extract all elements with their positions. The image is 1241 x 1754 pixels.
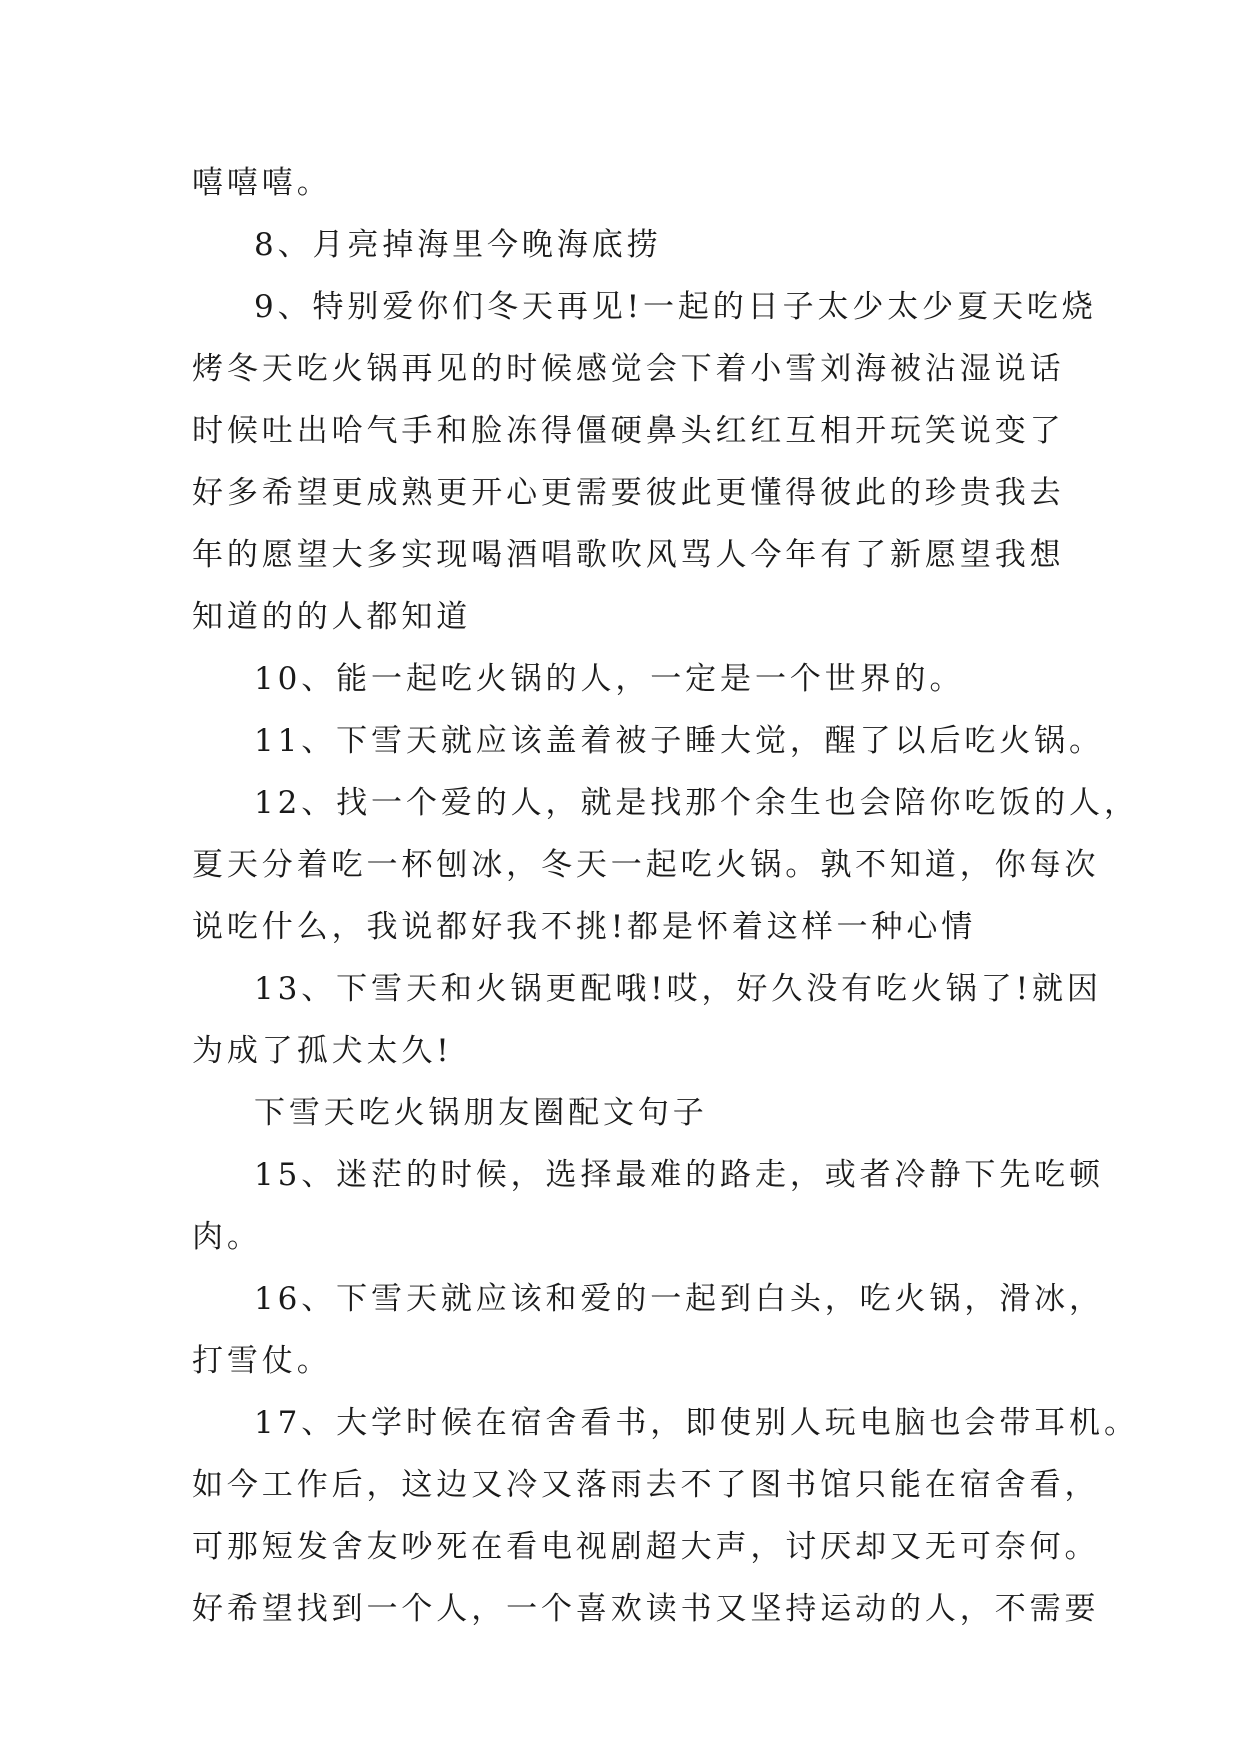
text-line: 15、迷茫的时候，选择最难的路走，或者冷静下先吃顿 — [254, 1157, 1104, 1193]
section-heading: 下雪天吃火锅朋友圈配文句子 — [254, 1095, 708, 1131]
text-line: 打雪仗。 — [192, 1343, 332, 1379]
text-line: 嘻嘻嘻。 — [192, 165, 332, 201]
text-line: 12、找一个爱的人，就是找那个余生也会陪你吃饭的人， — [254, 785, 1139, 821]
text-line: 如今工作后，这边又冷又落雨去不了图书馆只能在宿舍看， — [192, 1467, 1100, 1503]
text-line: 烤冬天吃火锅再见的时候感觉会下着小雪刘海被沾湿说话 — [192, 351, 1065, 387]
text-line: 夏天分着吃一杯刨冰，冬天一起吃火锅。孰不知道，你每次 — [192, 847, 1100, 883]
text-line: 时候吐出哈气手和脸冻得僵硬鼻头红红互相开玩笑说变了 — [192, 413, 1065, 449]
text-line: 说吃什么，我说都好我不挑!都是怀着这样一种心情 — [192, 909, 977, 945]
text-line: 好希望找到一个人，一个喜欢读书又坚持运动的人，不需要 — [192, 1591, 1100, 1627]
text-line: 好多希望更成熟更开心更需要彼此更懂得彼此的珍贵我去 — [192, 475, 1065, 511]
text-line: 9、特别爱你们冬天再见!一起的日子太少太少夏天吃烧 — [254, 289, 1097, 325]
text-line: 10、能一起吃火锅的人，一定是一个世界的。 — [254, 661, 965, 697]
text-line: 16、下雪天就应该和爱的一起到白头，吃火锅，滑冰， — [254, 1281, 1104, 1317]
text-line: 为成了孤犬太久! — [192, 1033, 453, 1069]
text-line: 11、下雪天就应该盖着被子睡大觉，醒了以后吃火锅。 — [254, 723, 1104, 759]
text-line: 肉。 — [192, 1219, 262, 1255]
text-line: 13、下雪天和火锅更配哦!哎，好久没有吃火锅了!就因 — [254, 971, 1102, 1007]
text-line: 年的愿望大多实现喝酒唱歌吹风骂人今年有了新愿望我想 — [192, 537, 1065, 573]
text-line: 知道的的人都知道 — [192, 599, 472, 635]
text-line: 8、月亮掉海里今晚海底捞 — [254, 227, 662, 263]
text-line: 可那短发舍友吵死在看电视剧超大声，讨厌却又无可奈何。 — [192, 1529, 1100, 1565]
text-line: 17、大学时候在宿舍看书，即使别人玩电脑也会带耳机。 — [254, 1405, 1139, 1441]
